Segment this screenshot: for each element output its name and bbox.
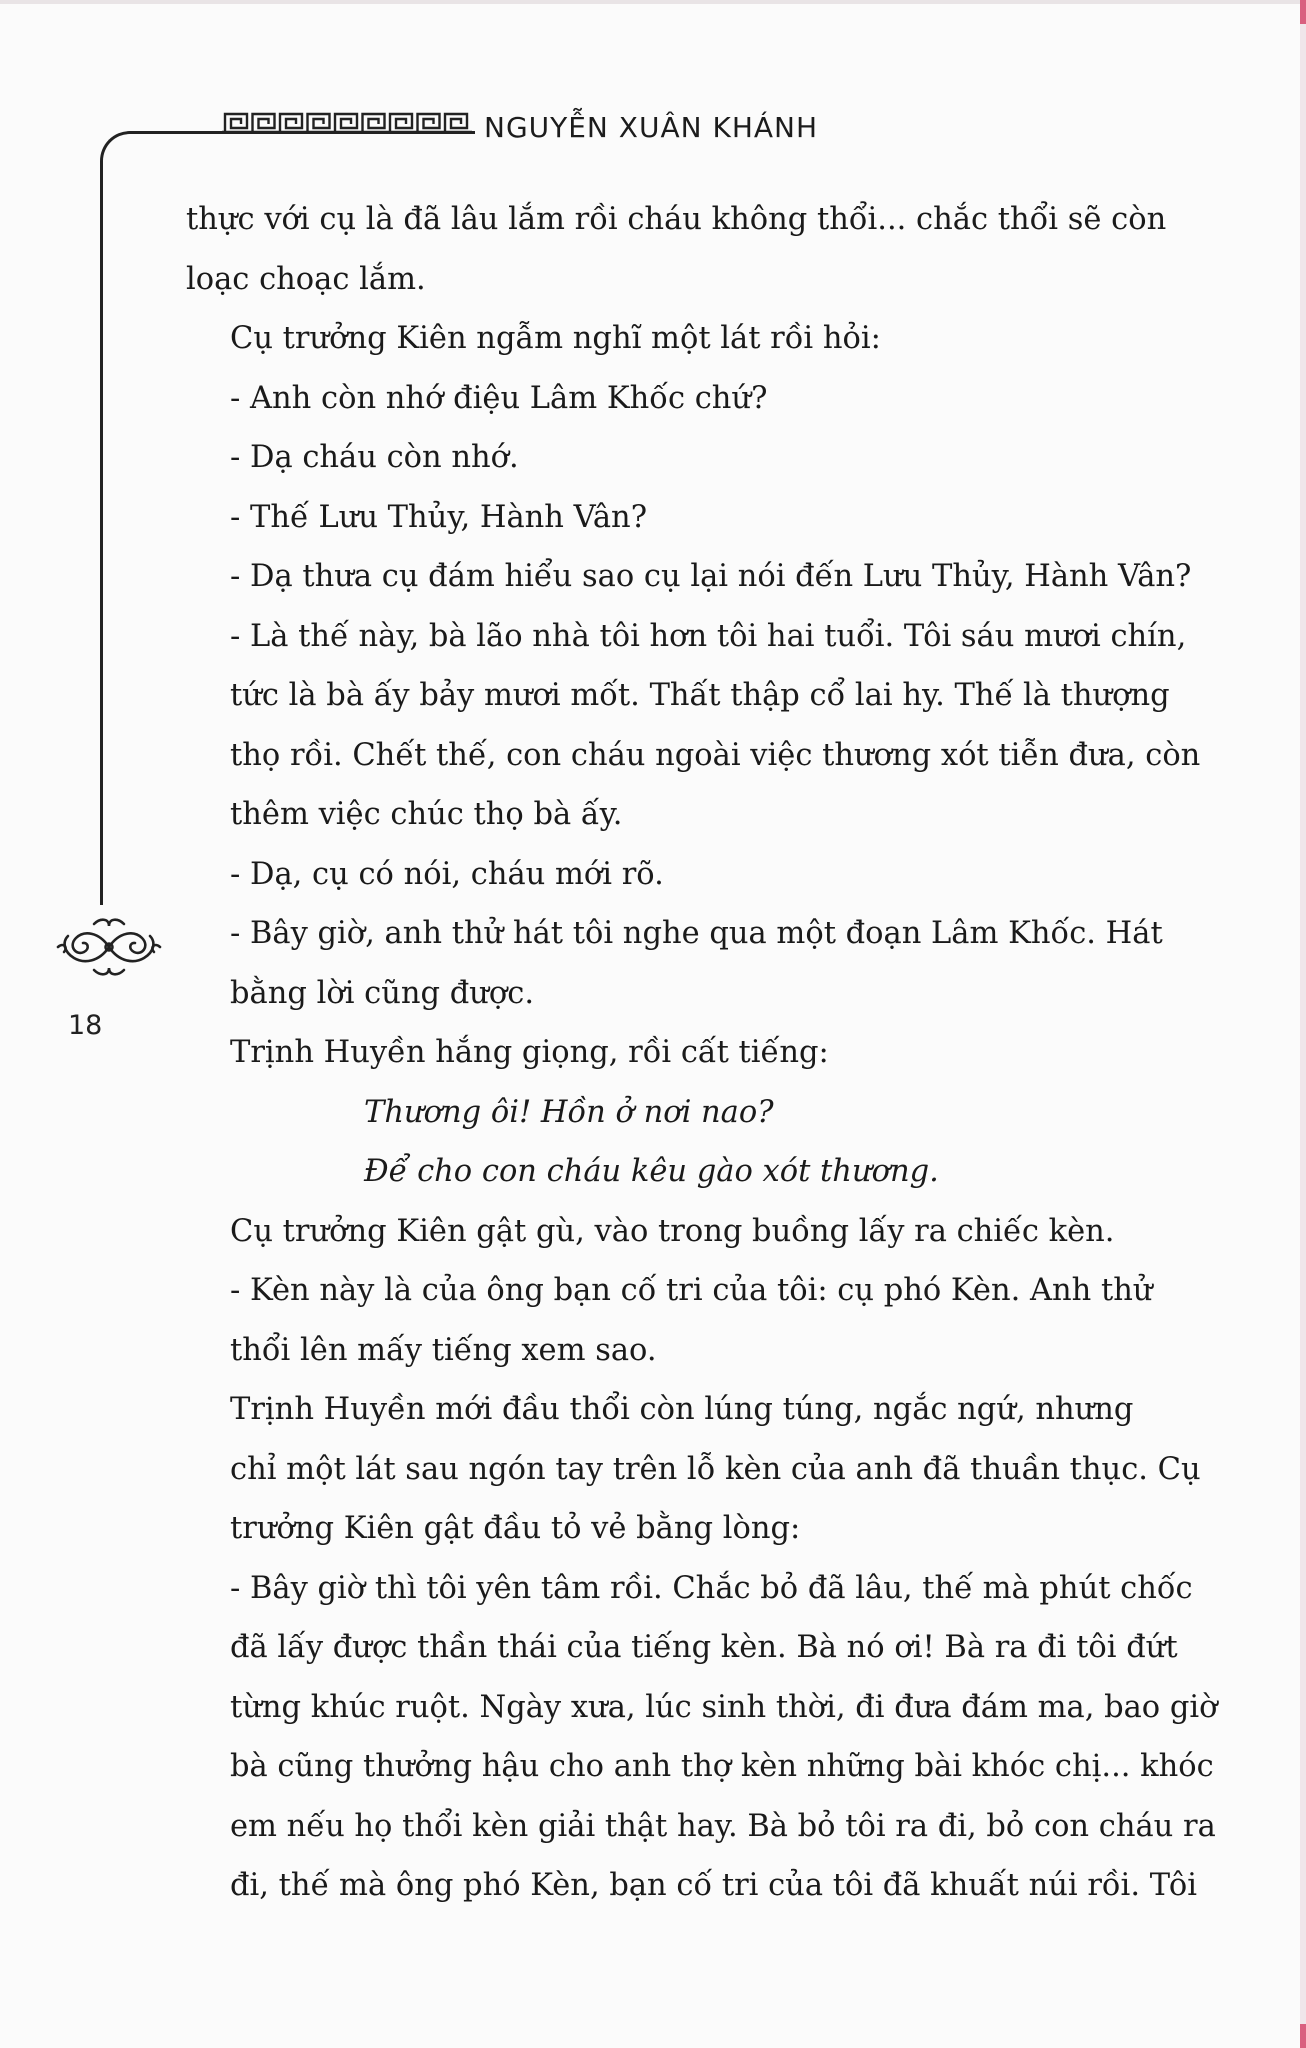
paragraph [186,1261,1153,1380]
body-text [186,190,1218,1916]
text-line: bà cũng thưởng hậu cho anh thợ kèn những bài khóc chị... khóc [230,1749,1214,1784]
paragraph [186,428,1146,488]
paragraph [186,1559,1218,1916]
greek-fret-border-icon [222,112,472,134]
frame-left-rule [100,168,103,905]
text-line: - Kèn này là của ông bạn cố tri của tôi: cụ phó Kèn. Anh thử [230,1273,1153,1308]
text-line: - Là thế này, bà lão nhà tôi hơn tôi hai tuổi. Tôi sáu mươi chín, [230,618,1187,654]
paragraph [186,547,1192,607]
frame-corner [100,131,136,171]
paragraph [186,1202,1146,1262]
paragraph [186,607,1201,845]
cloud-scroll-ornament-icon [54,912,164,982]
paragraph [186,1380,1201,1559]
text-line: thọ rồi. Chết thế, con cháu ngoài việc thương xót tiễn đưa, còn [230,737,1201,773]
paragraph [186,488,1146,548]
text-line: Cụ trưởng Kiên gật gù, vào trong buồng lấy ra chiếc kèn. [230,1213,1115,1249]
page-edge-mark-top [1300,0,1306,24]
text-line: thêm việc chúc thọ bà ấy. [230,797,623,832]
page-right-edge [1300,0,1306,2048]
paragraph [186,845,1146,905]
page-edge-mark-bottom [1300,2024,1306,2048]
text-line: loạc choạc lắm. [186,261,426,297]
text-line: thực với cụ là đã lâu lắm rồi cháu không thổi... chắc thổi sẽ còn [186,202,1167,237]
running-header-author: NGUYỄN XUÂN KHÁNH [484,111,819,144]
page-number: 18 [68,1010,103,1041]
text-line: đã lấy được thần thái của tiếng kèn. Bà nó ơi! Bà ra đi tôi đứt [230,1630,1178,1665]
paragraph [186,1023,1146,1083]
page-top-edge [0,0,1306,4]
text-line: - Dạ cháu còn nhớ. [230,440,519,475]
text-line: - Thế Lưu Thủy, Hành Vân? [230,499,648,535]
text-line: tức là bà ấy bảy mươi mốt. Thất thập cổ lai hy. Thế là thượng [230,678,1170,713]
text-line: từng khúc ruột. Ngày xưa, lúc sinh thời, đi đưa đám ma, bao giờ [230,1689,1218,1725]
paragraph [186,309,1146,369]
text-line: bằng lời cũng được. [230,975,535,1011]
text-line: - Dạ, cụ có nói, cháu mới rõ. [230,856,664,892]
text-line: - Dạ thưa cụ đám hiểu sao cụ lại nói đến Lưu Thủy, Hành Vân? [230,559,1192,594]
paragraph [186,369,1146,429]
text-line: - Bây giờ, anh thử hát tôi nghe qua một đoạn Lâm Khốc. Hát [230,916,1163,951]
text-line: - Anh còn nhớ điệu Lâm Khốc chứ? [230,380,768,416]
paragraph [186,904,1163,1023]
text-line: Trịnh Huyền hắng giọng, rồi cất tiếng: [230,1035,829,1070]
text-line: trưởng Kiên gật đầu tỏ vẻ bằng lòng: [230,1511,801,1546]
paragraph [186,190,1167,309]
text-line: đi, thế mà ông phó Kèn, bạn cố tri của tôi đã khuất núi rồi. Tôi [230,1868,1197,1903]
text-line: em nếu họ thổi kèn giải thật hay. Bà bỏ tôi ra đi, bỏ con cháu ra [230,1808,1216,1844]
text-line: Cụ trưởng Kiên ngẫm nghĩ một lát rồi hỏi: [230,321,881,356]
text-line: thổi lên mấy tiếng xem sao. [230,1332,657,1368]
verse-line: Để cho con cháu kêu gào xót thương. [364,1154,939,1189]
text-line: Trịnh Huyền mới đầu thổi còn lúng túng, ngắc ngứ, nhưng [230,1392,1134,1427]
text-line: chỉ một lát sau ngón tay trên lỗ kèn của anh đã thuần thục. Cụ [230,1451,1201,1487]
text-line: - Bây giờ thì tôi yên tâm rồi. Chắc bỏ đã lâu, thế mà phút chốc [230,1570,1193,1606]
verse-line: Thương ôi! Hồn ở nơi nao? [364,1094,774,1130]
